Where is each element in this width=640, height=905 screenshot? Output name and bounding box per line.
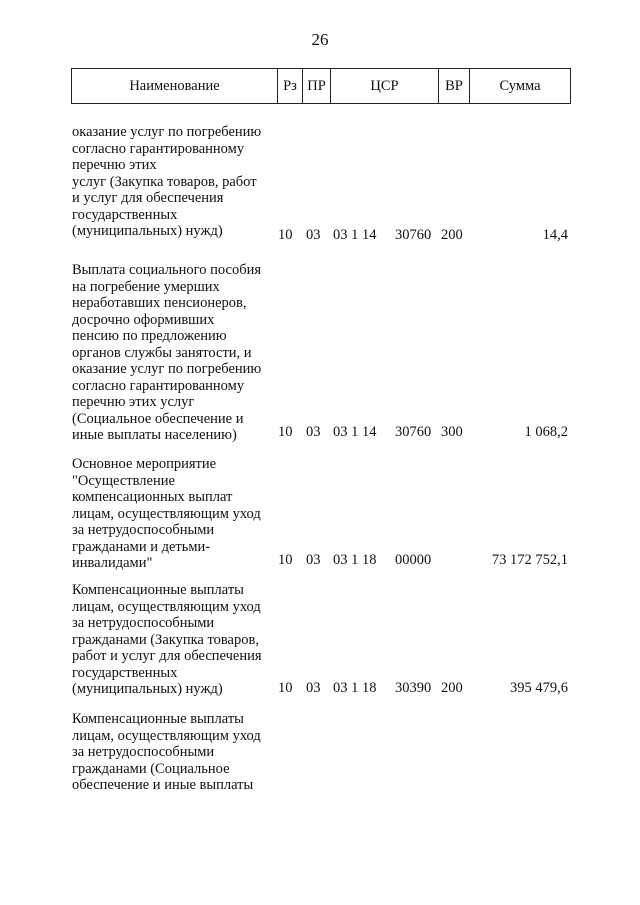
- row-rz: 10: [278, 227, 293, 243]
- row-sum: 73 172 752,1: [491, 552, 568, 568]
- row-vr: 200: [441, 680, 463, 696]
- row-csr-direction: 30760: [395, 424, 432, 440]
- row-csr-direction: 30390: [395, 680, 432, 696]
- column-header-vr: ВР: [438, 69, 469, 103]
- row-sum: 395 479,6: [510, 680, 568, 696]
- row-pr: 03: [306, 552, 321, 568]
- row-vr: 200: [441, 227, 463, 243]
- row-name: Выплата социального пособия на погребение умерших неработавших пенсионеров, досрочно оформивших пенсию по предложению органов службы занятости, и оказание услуг по погребению согласно гарантированному перечню этих услуг (Социальное обеспечение и иные выплаты населению): [72, 262, 262, 443]
- row-csr-program: 03 1 14: [333, 424, 377, 440]
- row-name: оказание услуг по погребению согласно гарантированному перечню этих услуг (Закупка товаров, работ и услуг для обеспечения государственных (муниципальных) нужд): [72, 124, 262, 239]
- row-rz: 10: [278, 680, 293, 696]
- row-csr-direction: 30760: [395, 227, 432, 243]
- column-header-sum: Сумма: [469, 69, 570, 103]
- column-header-csr: ЦСР: [330, 69, 438, 103]
- row-pr: 03: [306, 680, 321, 696]
- row-pr: 03: [306, 227, 321, 243]
- column-header-pr: ПР: [302, 69, 330, 103]
- row-csr-program: 03 1 18: [333, 552, 377, 568]
- row-name: Компенсационные выплаты лицам, осуществляющим уход за нетрудоспособными гражданами (Закупка товаров, работ и услуг для обеспечения государственных (муниципальных) нужд): [72, 582, 262, 697]
- column-header-name: Наименование: [129, 78, 220, 94]
- row-rz: 10: [278, 552, 293, 568]
- row-csr-program: 03 1 14: [333, 227, 377, 243]
- row-name: Компенсационные выплаты лицам, осуществляющим уход за нетрудоспособными гражданами (Социальное обеспечение и иные выплаты: [72, 711, 261, 793]
- row-name: Основное мероприятие "Осуществление компенсационных выплат лицам, осуществляющим уход за нетрудоспособными гражданами и детьми- инвалидами": [72, 456, 261, 571]
- row-csr-direction: 00000: [395, 552, 432, 568]
- row-pr: 03: [306, 424, 321, 440]
- row-csr-program: 03 1 18: [333, 680, 377, 696]
- page-number: 26: [311, 30, 329, 49]
- row-vr: 300: [441, 424, 463, 440]
- row-rz: 10: [278, 424, 293, 440]
- row-sum: 14,4: [542, 227, 568, 243]
- row-sum: 1 068,2: [524, 424, 568, 440]
- table-header: [71, 68, 571, 104]
- column-header-rz: Рз: [277, 69, 302, 103]
